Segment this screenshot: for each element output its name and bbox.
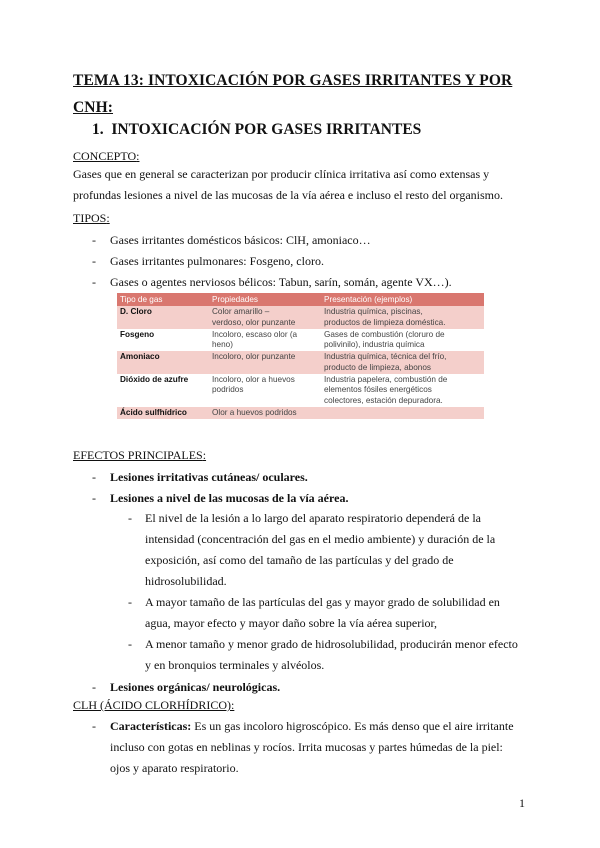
clh-bold: Características: [110, 719, 192, 733]
gases-table [117, 293, 484, 419]
table-row: Fosgeno Incoloro, escaso olor (a heno) Gases de combustión (cloruro de polivinilo), industria química [117, 329, 484, 352]
page-number: 1 [519, 796, 525, 810]
document-title-line-2: CNH: [73, 99, 114, 116]
table-header: Propiedades [209, 293, 321, 306]
table-header: Presentación (ejemplos) [321, 293, 484, 306]
document-page: TEMA 13: INTOXICACIÓN POR GASES IRRITANTES Y POR CNH: 1. INTOXICACIÓN POR GASES IRRITANTES CONCEPTO: Gases que en general se caracterizan por producir clínica irritativa así como extensas y profundas lesiones a nivel de las mucosas de la vía aérea e incluso el resto del organismo. TIPOS: - Gases irritantes domésticos básicos: ClH, amoniaco… - Gases irritantes pulmonares: Fosgeno, cloro. - Gases o agentes nerviosos bélicos: Tabun, sarín, somán, agente VX…). Tipo de gas Propiedades Presentación (ejemplos) D. Cloro Color amarillo – verdoso, olor punzante Industria química, piscinas, productos de limpieza doméstica. Fosgeno Incoloro, escaso olor (a heno) Gases de combustión (cloruro de polivinilo), industria química Amoniaco Incoloro, olor punzante Industria química, técnica del frío, producto de limpieza, abonos Dióxido de azufre Incoloro, olor a huevos podridos Industria papelera, combustión de elementos fósiles energéticos colectores, estación depuradora. Ácido sulfhídrico Olor a huevos podridos EFECTOS PRINCIPALES: - Lesiones irritativas cutáneas/ oculares. - Lesiones a nivel de las mucosas de la vía aérea. - El nivel de la lesión a lo largo del aparato respiratorio dependerá de la intensidad (concentración del gas en el medio ambiente) y duración de la exposición, así como del tamaño de las partículas y del grado de hidrosolubilidad. - A mayor tamaño de las partículas del gas y mayor grado de solubilidad en agua, mayor efecto y mayor daño sobre la vía aérea superior, - A menor tamaño y menor grado de hidrosolubilidad, producirán menor efecto y en bronquios terminales y alvéolos. - Lesiones orgánicas/ neurológicas. CLH (ÁCIDO CLORHÍDRICO): - Características: Es un gas incoloro higroscópico. Es más denso que el aire irritante incluso con gotas en neblinas y rocíos. Irrita mucosas y partes húmedas de la piel: ojos y aparato respiratorio. 1 [0, 0, 600, 848]
table-row: Amoniaco Incoloro, olor punzante Industria química, técnica del frío, producto de limpieza, abonos [117, 351, 484, 374]
efectos-label: EFECTOS PRINCIPALES: [73, 448, 207, 462]
concepto-label: CONCEPTO: [73, 149, 140, 163]
concepto-line: profundas lesiones a nivel de las mucosas de la vía aérea e incluso el resto del organismo. [73, 188, 503, 202]
tipos-label: TIPOS: [73, 211, 110, 225]
concepto-line: Gases que en general se caracterizan por producir clínica irritativa así como extensas y [73, 167, 490, 181]
clh-label: CLH (ÁCIDO CLORHÍDRICO): [73, 698, 235, 712]
section-number: 1. [92, 121, 104, 138]
table-header-row [117, 293, 484, 306]
table-row: Ácido sulfhídrico Olor a huevos podridos [117, 407, 484, 419]
table-header: Tipo de gas [117, 293, 209, 306]
section-heading [92, 121, 421, 139]
document-title-line-1: TEMA 13: INTOXICACIÓN POR GASES IRRITANTES Y POR [73, 72, 513, 89]
table-row: D. Cloro Color amarillo – verdoso, olor punzante Industria química, piscinas, productos de limpieza doméstica. [117, 306, 484, 329]
section-title: INTOXICACIÓN POR GASES IRRITANTES [111, 121, 422, 138]
clh-paragraph: - Características: Es un gas incoloro higroscópico. Es más denso que el aire irritante incluso con gotas en neblinas y rocíos. Irrita mucosas y partes húmedas de la piel: ojos y aparato respiratorio. [92, 719, 514, 775]
concepto-paragraph [73, 164, 533, 206]
table-row: Dióxido de azufre Incoloro, olor a huevos podridos Industria papelera, combustión de elementos fósiles energéticos colectores, estación depuradora. [117, 374, 484, 407]
